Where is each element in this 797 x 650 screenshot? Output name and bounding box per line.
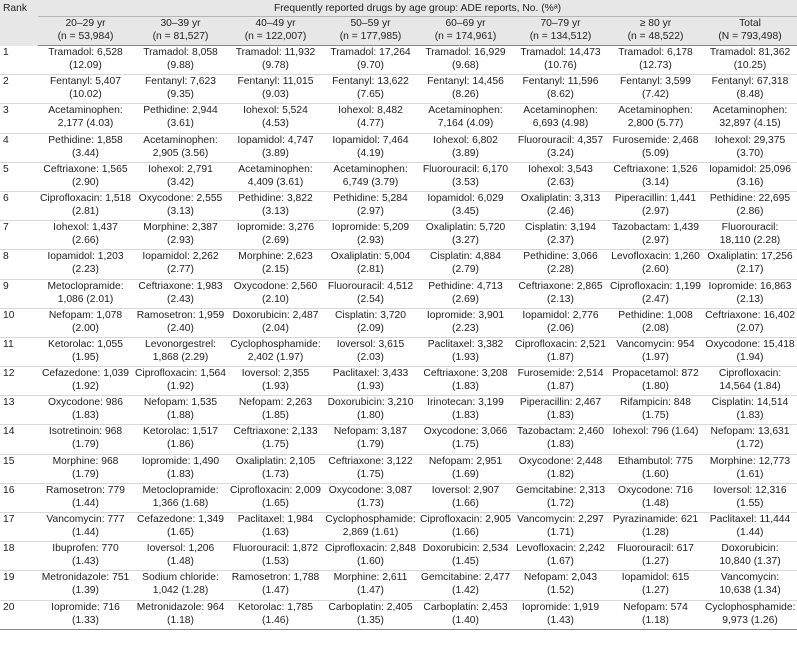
drug-cell: Ketorolac: 1,517 (1.86) bbox=[143, 426, 218, 451]
drug-cell: Iopromide: 3,276 (2.69) bbox=[236, 222, 315, 247]
drug-cell: Paclitaxel: 3,382 (1.93) bbox=[427, 338, 504, 363]
drug-cell: Ciprofloxacin: 1,564 (1.92) bbox=[135, 368, 227, 393]
drug-cell: Oxaliplatin: 3,313 (2.46) bbox=[520, 192, 601, 217]
column-header bbox=[418, 17, 513, 46]
drug-cell: Oxaliplatin: 5,720 (3.27) bbox=[425, 222, 506, 247]
drug-cell: Nefopam: 2,951 (1.69) bbox=[428, 455, 503, 480]
drug-cell: Pethidine: 5,284 (2.97) bbox=[333, 192, 408, 217]
drug-cell: Ceftriaxone: 1,526 (3.14) bbox=[613, 163, 698, 188]
column-header-age: 30–39 yr bbox=[160, 18, 201, 29]
drug-cell: Iopamidol: 25,096 (3.16) bbox=[709, 163, 791, 188]
drug-cell: Levofloxacin: 1,260 (2.60) bbox=[611, 251, 700, 276]
table-row bbox=[0, 571, 797, 600]
drug-cell: Ramosetron: 1,959 (2.40) bbox=[136, 309, 225, 334]
drug-cell: Cefazedone: 1,349 (1.65) bbox=[136, 514, 225, 538]
drug-cell: Ciprofloxacin: 14,564 (1.84) bbox=[718, 368, 782, 393]
drug-cell: Ciprofloxacin: 2,848 (1.60) bbox=[325, 543, 417, 568]
drug-cell: Doxorubicin: 3,210 (1.80) bbox=[327, 397, 414, 422]
drug-cell: Doxorubicin: 2,534 (1.45) bbox=[422, 543, 509, 568]
drug-cell: Piperacillin: 2,467 (1.83) bbox=[519, 397, 602, 422]
drug-cell: Tramadol: 17,264 (9.70) bbox=[330, 47, 411, 71]
drug-cell: Furosemide: 2,514 (1.87) bbox=[517, 368, 604, 393]
drug-cell: Sodium chloride: 1,042 (1.28) bbox=[142, 572, 219, 597]
rank-cell: 11 bbox=[3, 338, 14, 350]
drug-cell: Nefopam: 13,631 (1.72) bbox=[710, 426, 790, 451]
rank-cell: 9 bbox=[3, 280, 9, 292]
drug-cell: Iopamidol: 1,203 (2.23) bbox=[47, 251, 124, 276]
drug-cell: Iopamidol: 2,776 (2.06) bbox=[522, 309, 599, 334]
drug-cell: Metoclopramide: 1,086 (2.01) bbox=[47, 280, 124, 305]
table-row bbox=[0, 454, 797, 483]
drug-cell: Fentanyl: 11,596 (8.62) bbox=[522, 76, 599, 101]
drug-cell: Iohexol: 3,543 (2.63) bbox=[528, 163, 593, 188]
rank-cell: 6 bbox=[3, 192, 9, 204]
column-header-row bbox=[0, 17, 797, 46]
drug-cell: Ceftriaxone: 1,983 (2.43) bbox=[138, 280, 223, 305]
drug-cell: Cisplatin: 3,194 (2.37) bbox=[525, 222, 596, 247]
column-header-age: 70–79 yr bbox=[540, 18, 581, 29]
drug-cell: Iopromide: 3,901 (2.23) bbox=[426, 309, 505, 334]
drug-cell: Acetaminophen: 7,164 (4.09) bbox=[428, 105, 503, 130]
drug-cell: Tramadol: 6,178 (12.73) bbox=[618, 47, 693, 71]
drug-cell: Cyclophosphamide: 9,973 (1.26) bbox=[705, 601, 796, 626]
drug-cell: Fluorouracil: 4,512 (2.54) bbox=[327, 280, 414, 305]
table-row bbox=[0, 513, 797, 542]
column-header-age: 60–69 yr bbox=[445, 18, 486, 29]
column-header-count: (n = 53,984) bbox=[57, 31, 114, 42]
drug-cell: Iohexol: 2,791 (3.42) bbox=[148, 163, 213, 188]
drug-cell: Fentanyl: 7,623 (9.35) bbox=[145, 76, 216, 101]
drug-cell: Acetaminophen: 2,177 (4.03) bbox=[48, 105, 123, 130]
drug-cell: Paclitaxel: 11,444 (1.44) bbox=[709, 514, 791, 538]
rank-cell: 3 bbox=[3, 105, 9, 117]
rank-cell: 20 bbox=[3, 601, 15, 613]
drug-cell: Acetaminophen: 4,409 (3.61) bbox=[238, 163, 313, 188]
drug-cell: Isotretinoin: 968 (1.79) bbox=[48, 426, 123, 451]
drug-cell: Paclitaxel: 1,984 (1.63) bbox=[237, 514, 314, 538]
drug-cell: Tramadol: 16,929 (9.68) bbox=[425, 47, 506, 71]
drug-cell: Ciprofloxacin: 1,518 (2.81) bbox=[40, 192, 132, 217]
rank-cell: 10 bbox=[3, 309, 15, 321]
drug-cell: Ramosetron: 1,788 (1.47) bbox=[231, 572, 320, 597]
drug-cell: Ciprofloxacin: 2,521 (1.87) bbox=[515, 338, 607, 363]
drug-cell: Tramadol: 14,473 (10.76) bbox=[520, 47, 601, 71]
drug-cell: Levonorgestrel: 1,868 (2.29) bbox=[145, 338, 216, 363]
drug-cell: Ceftriaxone: 3,208 (1.83) bbox=[423, 368, 508, 393]
drug-cell: Tramadol: 11,932 (9.78) bbox=[235, 47, 316, 71]
column-header-age: 20–29 yr bbox=[65, 18, 106, 29]
table-row bbox=[0, 425, 797, 454]
table-row bbox=[0, 250, 797, 279]
table-row bbox=[0, 600, 797, 629]
group-header: Frequently reported drugs by age group: ADE reports, No. (%ᵃ) bbox=[38, 0, 797, 17]
drug-cell: Fluorouracil: 617 (1.27) bbox=[617, 543, 694, 568]
rank-cell: 1 bbox=[3, 46, 9, 58]
drug-cell: Gemcitabine: 2,313 (1.72) bbox=[515, 484, 606, 509]
column-header-age: Total bbox=[739, 18, 761, 29]
drug-cell: Pyrazinamide: 621 (1.28) bbox=[612, 514, 699, 538]
drug-cell: Ioversol: 2,355 (1.93) bbox=[241, 368, 310, 393]
column-header-count: (n = 174,961) bbox=[434, 31, 497, 42]
table-row bbox=[0, 75, 797, 104]
drug-cell: Ciprofloxacin: 2,009 (1.65) bbox=[230, 484, 322, 509]
drug-cell: Iopromide: 1,919 (1.43) bbox=[521, 601, 600, 626]
drug-cell: Pethidine: 3,066 (2.28) bbox=[523, 251, 598, 276]
drug-cell: Morphine: 968 (1.79) bbox=[52, 455, 119, 480]
drug-cell: Vancomycin: 2,297 (1.71) bbox=[517, 514, 604, 538]
drug-cell: Iopromide: 5,209 (2.93) bbox=[331, 222, 410, 247]
drug-cell: Iohexol: 796 (1.64) bbox=[612, 426, 699, 438]
drug-cell: Fluorouracil: 18,110 (2.28) bbox=[719, 222, 781, 247]
column-header-age: ≥ 80 yr bbox=[639, 18, 672, 29]
drug-cell: Iohexol: 1,437 (2.66) bbox=[53, 222, 118, 247]
rank-cell: 4 bbox=[3, 134, 9, 146]
drug-cell: Ceftriaxone: 2,865 (2.13) bbox=[518, 280, 603, 305]
drug-cell: Oxaliplatin: 5,004 (2.81) bbox=[330, 251, 411, 276]
drug-cell: Propacetamol: 872 (1.80) bbox=[612, 368, 699, 393]
drug-cell: Nefopam: 2,043 (1.52) bbox=[523, 572, 598, 597]
drug-cell: Iohexol: 6,802 (3.89) bbox=[433, 134, 498, 159]
drug-cell: Irinotecan: 3,199 (1.83) bbox=[427, 397, 504, 422]
drug-cell: Ioversol: 3,615 (2.03) bbox=[336, 338, 405, 363]
drug-cell: Cefazedone: 1,039 (1.92) bbox=[41, 368, 130, 393]
drug-cell: Vancomycin: 10,638 (1.34) bbox=[719, 572, 781, 597]
rank-cell: 19 bbox=[3, 572, 15, 584]
drug-cell: Ciprofloxacin: 1,199 (2.47) bbox=[610, 280, 702, 305]
drug-cell: Pethidine: 1,858 (3.44) bbox=[48, 134, 123, 159]
drug-cell: Morphine: 2,387 (2.93) bbox=[143, 222, 218, 247]
drug-cell: Ceftriaxone: 3,122 (1.75) bbox=[328, 455, 413, 480]
drug-cell: Pethidine: 2,944 (3.61) bbox=[143, 105, 218, 130]
column-header bbox=[228, 17, 323, 46]
drug-cell: Cyclophosphamide: 2,869 (1.61) bbox=[325, 514, 416, 538]
drug-cell: Nefopam: 1,078 (2.00) bbox=[48, 309, 123, 334]
drug-cell: Oxaliplatin: 2,105 (1.73) bbox=[235, 455, 316, 480]
rank-cell: 7 bbox=[3, 222, 9, 234]
drug-cell: Tazobactam: 2,460 (1.83) bbox=[516, 426, 604, 451]
drug-cell: Iopamidol: 2,262 (2.77) bbox=[142, 251, 219, 276]
drug-cell: Cisplatin: 4,884 (2.79) bbox=[430, 251, 501, 276]
table-row bbox=[0, 337, 797, 366]
drug-cell: Fentanyl: 11,015 (9.03) bbox=[237, 76, 314, 101]
column-header-count: (n = 48,522) bbox=[627, 31, 684, 42]
column-header-age: 50–59 yr bbox=[350, 18, 391, 29]
drug-cell: Paclitaxel: 3,433 (1.93) bbox=[332, 368, 409, 393]
drug-cell: Oxycodone: 3,087 (1.73) bbox=[328, 484, 413, 509]
table-row bbox=[0, 279, 797, 308]
drug-cell: Iopamidol: 6,029 (3.45) bbox=[427, 192, 504, 217]
table-row bbox=[0, 308, 797, 337]
drug-cell: Carboplatin: 2,453 (1.40) bbox=[423, 601, 508, 626]
drug-cell: Ketorolac: 1,785 (1.46) bbox=[238, 601, 313, 626]
drug-cell: Metoclopramide: 1,366 (1.68) bbox=[142, 484, 219, 509]
drug-cell: Ceftriaxone: 16,402 (2.07) bbox=[705, 309, 795, 334]
drug-cell: Tazobactam: 1,439 (2.97) bbox=[611, 222, 699, 247]
drug-cell: Iopamidol: 4,747 (3.89) bbox=[237, 134, 314, 159]
drug-cell: Ciprofloxacin: 2,905 (1.66) bbox=[420, 514, 512, 538]
drug-cell: Fluorouracil: 4,357 (3.24) bbox=[517, 134, 604, 159]
drug-cell: Levofloxacin: 2,242 (1.67) bbox=[516, 543, 605, 568]
drug-cell: Nefopam: 1,535 (1.88) bbox=[143, 397, 218, 422]
drug-cell: Metronidazole: 964 (1.18) bbox=[136, 601, 225, 626]
drug-cell: Cisplatin: 14,514 (1.83) bbox=[711, 397, 789, 422]
drug-cell: Iopamidol: 615 (1.27) bbox=[621, 572, 690, 597]
drug-cell: Acetaminophen: 2,800 (5.77) bbox=[618, 105, 693, 130]
drug-cell: Oxycodone: 716 (1.48) bbox=[618, 484, 693, 509]
drug-cell: Pethidine: 1,008 (2.08) bbox=[618, 309, 693, 334]
rank-cell: 12 bbox=[3, 368, 15, 380]
drug-cell: Ibuprofen: 770 (1.43) bbox=[52, 543, 119, 568]
drug-cell: Oxycodone: 986 (1.83) bbox=[48, 397, 123, 422]
drug-cell: Fluorouracil: 1,872 (1.53) bbox=[232, 543, 319, 568]
table-row bbox=[0, 483, 797, 512]
table-row bbox=[0, 396, 797, 425]
drug-cell: Tramadol: 6,528 (12.09) bbox=[48, 47, 123, 71]
drug-cell: Fluorouracil: 6,170 (3.53) bbox=[422, 163, 509, 188]
drug-cell: Vancomycin: 954 (1.97) bbox=[616, 338, 695, 363]
drug-cell: Acetaminophen: 32,897 (4.15) bbox=[712, 105, 788, 130]
column-header bbox=[703, 17, 797, 46]
drug-cell: Oxycodone: 15,418 (1.94) bbox=[705, 338, 795, 363]
table-row bbox=[0, 191, 797, 220]
drug-cell: Rifampicin: 848 (1.75) bbox=[620, 397, 691, 422]
drug-cell: Gemcitabine: 2,477 (1.42) bbox=[420, 572, 511, 597]
drug-cell: Iohexol: 8,482 (4.77) bbox=[338, 105, 403, 130]
rank-cell: 13 bbox=[3, 397, 15, 409]
column-header bbox=[133, 17, 228, 46]
drug-cell: Tramadol: 81,362 (10.25) bbox=[709, 47, 791, 71]
drug-cell: Ceftriaxone: 1,565 (2.90) bbox=[43, 163, 128, 188]
drug-cell: Oxaliplatin: 17,256 (2.17) bbox=[707, 251, 793, 276]
drug-cell: Morphine: 2,611 (1.47) bbox=[333, 572, 408, 597]
table-body bbox=[0, 46, 797, 630]
rank-cell: 18 bbox=[3, 543, 15, 555]
drug-cell: Pethidine: 22,695 (2.86) bbox=[709, 192, 791, 217]
drug-cell: Metronidazole: 751 (1.39) bbox=[41, 572, 130, 597]
drug-cell: Furosemide: 2,468 (5.09) bbox=[612, 134, 699, 159]
table-row bbox=[0, 162, 797, 191]
drug-cell: Acetaminophen: 2,905 (3.56) bbox=[143, 134, 218, 159]
drug-cell: Iohexol: 29,375 (3.70) bbox=[714, 134, 786, 159]
table-row bbox=[0, 133, 797, 162]
drug-cell: Fentanyl: 67,318 (8.48) bbox=[711, 76, 789, 101]
rank-cell: 8 bbox=[3, 251, 9, 263]
rank-cell: 17 bbox=[3, 514, 15, 525]
drug-cell: Acetaminophen: 6,693 (4.98) bbox=[523, 105, 598, 130]
drug-cell: Piperacillin: 1,441 (2.97) bbox=[614, 192, 697, 217]
column-header-age: 40–49 yr bbox=[255, 18, 296, 29]
column-header-count: (n = 122,007) bbox=[244, 31, 307, 42]
drug-cell: Cisplatin: 3,720 (2.09) bbox=[335, 309, 406, 334]
drug-cell: Ceftriaxone: 2,133 (1.75) bbox=[233, 426, 318, 451]
table-row bbox=[0, 367, 797, 396]
table-row bbox=[0, 46, 797, 75]
drug-cell: Fentanyl: 3,599 (7.42) bbox=[620, 76, 691, 101]
drug-cell: Pethidine: 3,822 (3.13) bbox=[238, 192, 313, 217]
table-row bbox=[0, 221, 797, 250]
drug-cell: Iopromide: 1,490 (1.83) bbox=[141, 455, 220, 480]
drug-cell: Ramosetron: 779 (1.44) bbox=[46, 484, 125, 509]
drug-cell: Ketorolac: 1,055 (1.95) bbox=[48, 338, 123, 363]
drug-cell: Vancomycin: 777 (1.44) bbox=[46, 514, 125, 538]
drug-cell: Oxycodone: 2,560 (2.10) bbox=[233, 280, 318, 305]
rank-cell: 15 bbox=[3, 455, 15, 467]
rank-cell: 2 bbox=[3, 76, 9, 88]
drug-cell: Acetaminophen: 6,749 (3.79) bbox=[333, 163, 408, 188]
rank-cell: 16 bbox=[3, 484, 15, 496]
column-header-count: (n = 81,527) bbox=[152, 31, 209, 42]
drug-cell: Iopromide: 16,863 (2.13) bbox=[708, 280, 792, 305]
drug-cell: Doxorubicin: 2,487 (2.04) bbox=[232, 309, 319, 334]
column-header bbox=[38, 17, 133, 46]
drug-cell: Nefopam: 2,263 (1.85) bbox=[238, 397, 313, 422]
drug-cell: Iopromide: 716 (1.33) bbox=[51, 601, 120, 626]
drug-cell: Morphine: 2,623 (2.15) bbox=[238, 251, 313, 276]
drug-cell: Cyclophosphamide: 2,402 (1.97) bbox=[230, 338, 321, 363]
rank-cell: 14 bbox=[3, 426, 15, 438]
drug-cell: Fentanyl: 5,407 (10.02) bbox=[50, 76, 121, 101]
rank-header: Rank bbox=[0, 0, 38, 46]
column-header bbox=[513, 17, 608, 46]
column-header bbox=[608, 17, 703, 46]
drug-cell: Pethidine: 4,713 (2.69) bbox=[428, 280, 503, 305]
drug-cell: Carboplatin: 2,405 (1.35) bbox=[328, 601, 413, 626]
table-row bbox=[0, 542, 797, 571]
drug-cell: Fentanyl: 14,456 (8.26) bbox=[427, 76, 504, 101]
column-header bbox=[323, 17, 418, 46]
drug-cell: Oxycodone: 3,066 (1.75) bbox=[423, 426, 508, 451]
drug-cell: Oxycodone: 2,448 (1.82) bbox=[518, 455, 603, 480]
column-header-count: (n = 134,512) bbox=[529, 31, 592, 42]
column-header-count: (n = 177,985) bbox=[339, 31, 402, 42]
drug-cell: Nefopam: 574 (1.18) bbox=[623, 601, 688, 626]
column-header-count: (N = 793,498) bbox=[718, 31, 782, 42]
drug-cell: Ioversol: 12,316 (1.55) bbox=[713, 484, 787, 509]
drug-cell: Ioversol: 2,907 (1.66) bbox=[431, 484, 500, 509]
table-row bbox=[0, 104, 797, 133]
drug-cell: Ethambutol: 775 (1.60) bbox=[618, 455, 693, 480]
drug-cell: Doxorubicin: 10,840 (1.37) bbox=[719, 543, 781, 568]
drug-cell: Nefopam: 3,187 (1.79) bbox=[333, 426, 408, 451]
drug-cell: Fentanyl: 13,622 (7.65) bbox=[332, 76, 409, 101]
rank-cell: 5 bbox=[3, 163, 9, 175]
drug-cell: Tramadol: 8,058 (9.88) bbox=[143, 47, 218, 71]
drug-cell: Iohexol: 5,524 (4.53) bbox=[243, 105, 308, 130]
drug-cell: Morphine: 12,773 (1.61) bbox=[709, 455, 791, 480]
drug-cell: Oxycodone: 2,555 (3.13) bbox=[138, 192, 223, 217]
drug-cell: Ioversol: 1,206 (1.48) bbox=[146, 543, 215, 568]
drug-cell: Iopamidol: 7,464 (4.19) bbox=[332, 134, 409, 159]
